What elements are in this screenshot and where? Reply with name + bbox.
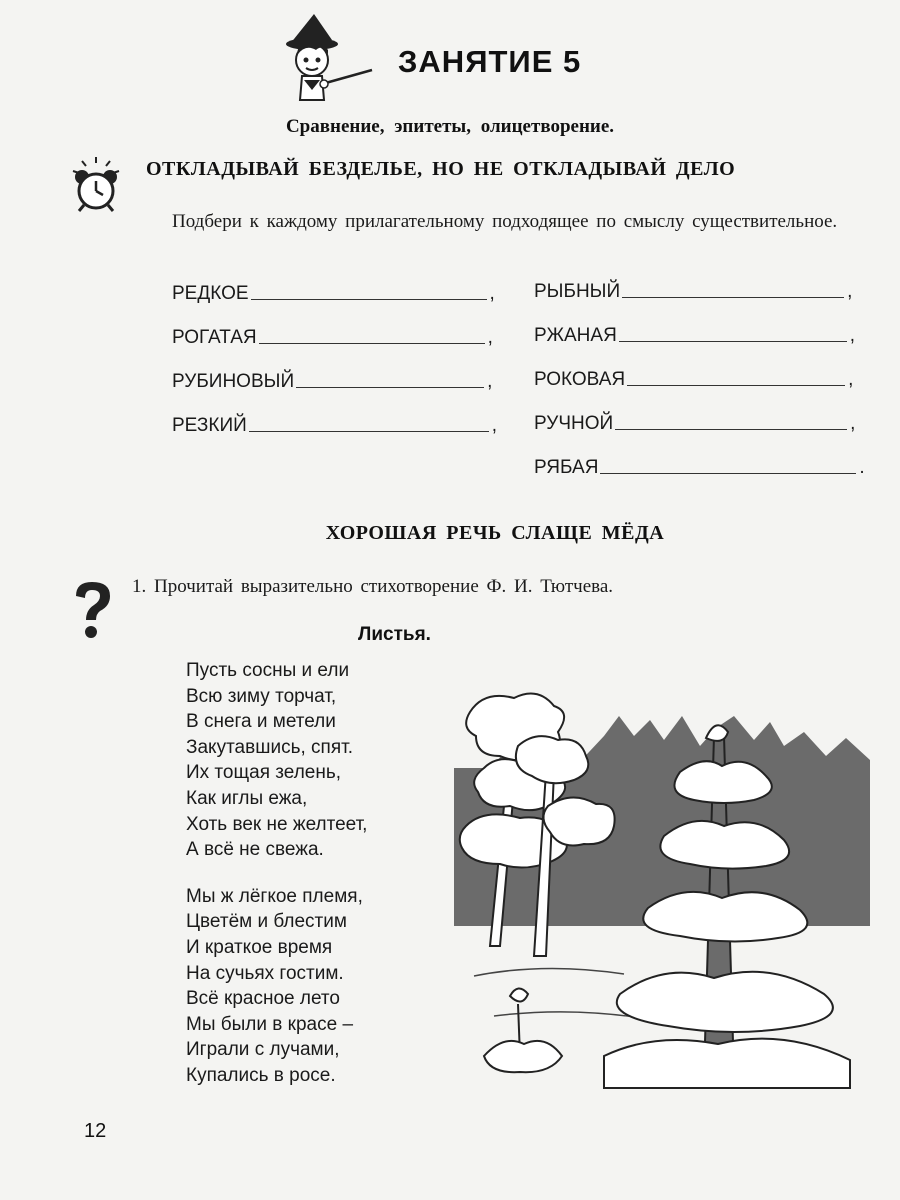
punctuation: ,	[847, 281, 853, 302]
poem-line: Всю зиму торчат,	[186, 685, 337, 707]
poem-line: Мы ж лёгкое племя,	[186, 885, 363, 907]
poem-line: Купались в росе.	[186, 1064, 336, 1086]
word-row	[534, 325, 855, 347]
word-row	[534, 281, 852, 303]
adjective: РОКОВАЯ	[534, 369, 626, 390]
poem-line: Играли с лучами,	[186, 1039, 340, 1061]
poem-line: Цветём и блестим	[186, 911, 347, 933]
exercise-instruction: Подбери к каждому прилагательному подходящее по смыслу существительное.	[172, 211, 838, 232]
poem-line: Их тощая зелень,	[186, 762, 342, 784]
poem	[186, 658, 367, 1089]
answer-blank[interactable]	[600, 472, 856, 474]
section2-heading: ХОРОШАЯ РЕЧЬ СЛАЩЕ МЁДА	[325, 522, 665, 544]
adjective: РЕЗКИЙ	[172, 415, 247, 436]
answer-blank[interactable]	[251, 298, 487, 300]
lesson-subtitle: Сравнение, эпитеты, олицетворение.	[285, 116, 615, 137]
adjective: РЖАНАЯ	[534, 325, 617, 346]
answer-blank[interactable]	[615, 428, 847, 430]
punctuation: ,	[849, 325, 856, 346]
page-number: 12	[84, 1120, 107, 1142]
word-row	[172, 415, 497, 437]
punctuation: ,	[487, 327, 493, 348]
word-row	[534, 457, 865, 479]
punctuation: ,	[489, 283, 495, 304]
adjective: РЯБАЯ	[534, 457, 599, 478]
adjective: РУБИНОВЫЙ	[172, 371, 295, 392]
answer-blank[interactable]	[249, 430, 489, 432]
punctuation: ,	[850, 413, 856, 434]
poem-line: Хоть век не желтеет,	[186, 813, 368, 835]
answer-blank[interactable]	[296, 386, 484, 388]
answer-blank[interactable]	[619, 340, 847, 342]
poem-line: Как иглы ежа,	[186, 787, 308, 809]
task-instruction: 1. Прочитай выразительно стихотворение Ф. И. Тютчева.	[132, 576, 614, 597]
punctuation: ,	[491, 415, 498, 436]
poem-line: В снега и метели	[186, 711, 336, 733]
adjective: РЫБНЫЙ	[534, 281, 621, 302]
poem-line: И краткое время	[186, 936, 333, 958]
snowy-forest-illustration	[454, 676, 880, 1102]
poem-title: Листья.	[358, 624, 431, 645]
answer-blank[interactable]	[622, 296, 844, 298]
punctuation: ,	[848, 369, 854, 390]
answer-blank[interactable]	[627, 384, 845, 386]
adjective: РОГАТАЯ	[172, 327, 257, 348]
lesson-title: ЗАНЯТИЕ 5	[398, 44, 582, 79]
word-row	[172, 371, 492, 393]
poem-line: А всё не свежа.	[186, 839, 324, 861]
word-row	[534, 413, 855, 435]
adjective: РЕДКОЕ	[172, 283, 249, 304]
poem-line: Пусть сосны и ели	[186, 660, 350, 681]
word-row	[534, 369, 853, 391]
section1-heading: ОТКЛАДЫВАЙ БЕЗДЕЛЬЕ, НО НЕ ОТКЛАДЫВАЙ ДЕЛО	[146, 158, 736, 180]
adjective: РУЧНОЙ	[534, 413, 614, 434]
teacher-mascot-icon	[276, 10, 374, 102]
poem-line: Мы были в красе –	[186, 1013, 354, 1035]
word-row	[172, 327, 493, 349]
poem-line: Всё красное лето	[186, 988, 340, 1010]
poem-line: На сучьях гостим.	[186, 962, 344, 984]
answer-blank[interactable]	[259, 342, 485, 344]
alarm-clock-icon	[70, 155, 122, 213]
word-row	[172, 283, 495, 305]
question-mark-icon	[70, 580, 114, 640]
punctuation: .	[859, 457, 865, 478]
punctuation: ,	[487, 371, 493, 392]
poem-line: Закутавшись, спят.	[186, 736, 353, 758]
